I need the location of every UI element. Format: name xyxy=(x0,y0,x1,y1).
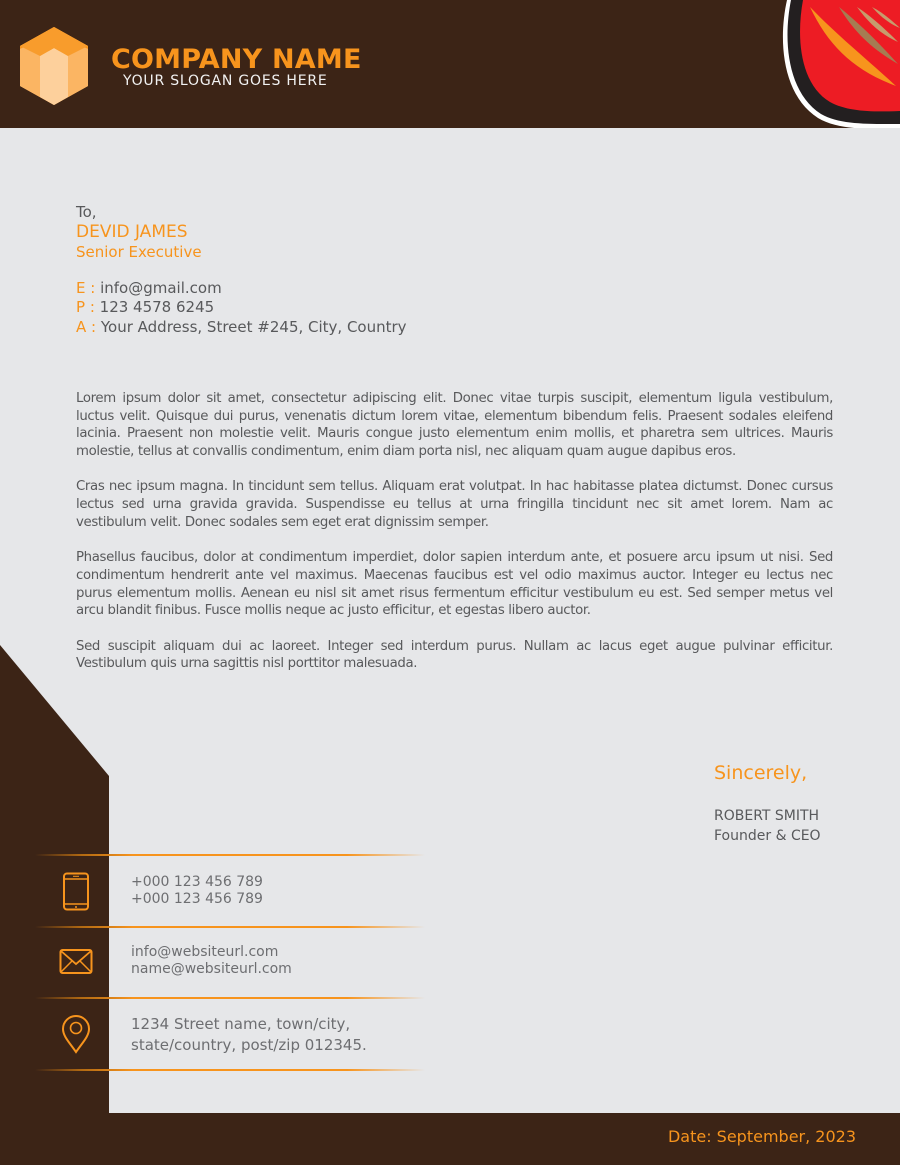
envelope-icon xyxy=(59,944,93,984)
divider-line xyxy=(35,997,425,999)
signer-name: ROBERT SMITH xyxy=(714,808,820,824)
divider-line xyxy=(35,854,425,856)
recipient-email-row xyxy=(76,279,407,298)
company-slogan: YOUR SLOGAN GOES HERE xyxy=(123,73,328,89)
recipient-name: DEVID JAMES xyxy=(76,222,188,242)
footer-phone: +000 123 456 789 xyxy=(131,874,263,890)
closing-text: Sincerely, xyxy=(714,762,808,784)
hexagon-cube-icon xyxy=(20,27,88,105)
mobile-phone-icon xyxy=(59,872,93,912)
signoff-block xyxy=(714,762,821,846)
recipient-block xyxy=(76,203,202,262)
footer-email[interactable]: info@websiteurl.com xyxy=(131,944,279,960)
letterhead-header xyxy=(0,0,900,128)
phone-label: P : xyxy=(76,298,95,317)
recipient-email[interactable]: info@gmail.com xyxy=(100,279,222,297)
map-pin-icon xyxy=(59,1014,93,1054)
footer-phone: +000 123 456 789 xyxy=(131,891,263,907)
recipient-phone-row xyxy=(76,298,407,317)
footer-address-line: 1234 Street name, town/city, xyxy=(131,1015,351,1033)
letter-date: Date: September, 2023 xyxy=(667,1127,856,1146)
body-paragraph: Phasellus faucibus, dolor at condimentum imperdiet, dolor sapien interdum ante, et posuere arcu ipsum ut nisi. Sed condimentum hendrerit ante vel maximus. Maecenas faucibus est vel odio maximus auctor. Integer eu lectus nec purus elementum mollis. Aenean eu nisl sit amet risus fermentum efficitur vestibulum eu est. Sed semper metus vel arcu blandit finibus. Fusce mollis neque ac justo efficitur, et egestas libero auctor. xyxy=(76,550,833,619)
footer-address-block xyxy=(131,1014,367,1055)
body-paragraph: Cras nec ipsum magna. In tincidunt sem tellus. Aliquam erat volutpat. In hac habitasse platea dictumst. Donec cursus lectus sed urna gravida gravida. Suspendisse eu tellus at urna fringilla tincidunt nec sit amet lorem. Nam ac vestibulum velit. Donec sodales sem eget erat dignissim semper. xyxy=(76,479,833,530)
divider-line xyxy=(35,1069,425,1071)
to-label: To, xyxy=(76,203,97,221)
company-name: COMPANY NAME xyxy=(111,44,362,75)
signer-block xyxy=(714,806,821,846)
recipient-title: Senior Executive xyxy=(76,243,202,261)
footer-email-block xyxy=(131,944,292,978)
recipient-contacts xyxy=(76,279,407,337)
red-shield-emblem-icon xyxy=(778,0,900,130)
divider-line xyxy=(35,926,425,928)
letter-body xyxy=(76,390,833,691)
body-paragraph: Lorem ipsum dolor sit amet, consectetur adipiscing elit. Donec vitae turpis suscipit, elementum ligula vestibulum, luctus velit. Quisque dui purus, venenatis dictum lorem vitae, elementum bibendum felis. Praesent sodales eleifend lacinia. Praesent non molestie velit. Mauris congue justo elementum enim mollis, et pharetra sem ultrices. Mauris molestie, tellus at convallis condimentum, enim diam porta nisl, nec aliquam quam augue dapibus eros. xyxy=(76,391,833,460)
recipient-address-row xyxy=(76,318,407,337)
recipient-address: Your Address, Street #245, City, Country xyxy=(100,317,407,336)
recipient-phone: 123 4578 6245 xyxy=(99,298,215,317)
email-label: E : xyxy=(76,279,96,297)
footer-address-line: state/country, post/zip 012345. xyxy=(131,1035,367,1054)
footer-email[interactable]: name@websiteurl.com xyxy=(131,961,292,977)
body-paragraph: Sed suscipit aliquam dui ac laoreet. Integer sed interdum purus. Nullam ac lacus eget augue pulvinar efficitur. Vestibulum quis urna sagittis nisl porttitor malesuada. xyxy=(76,638,833,672)
signer-role: Founder & CEO xyxy=(714,828,821,844)
address-label: A : xyxy=(76,317,97,336)
footer-phone-block xyxy=(131,874,263,908)
